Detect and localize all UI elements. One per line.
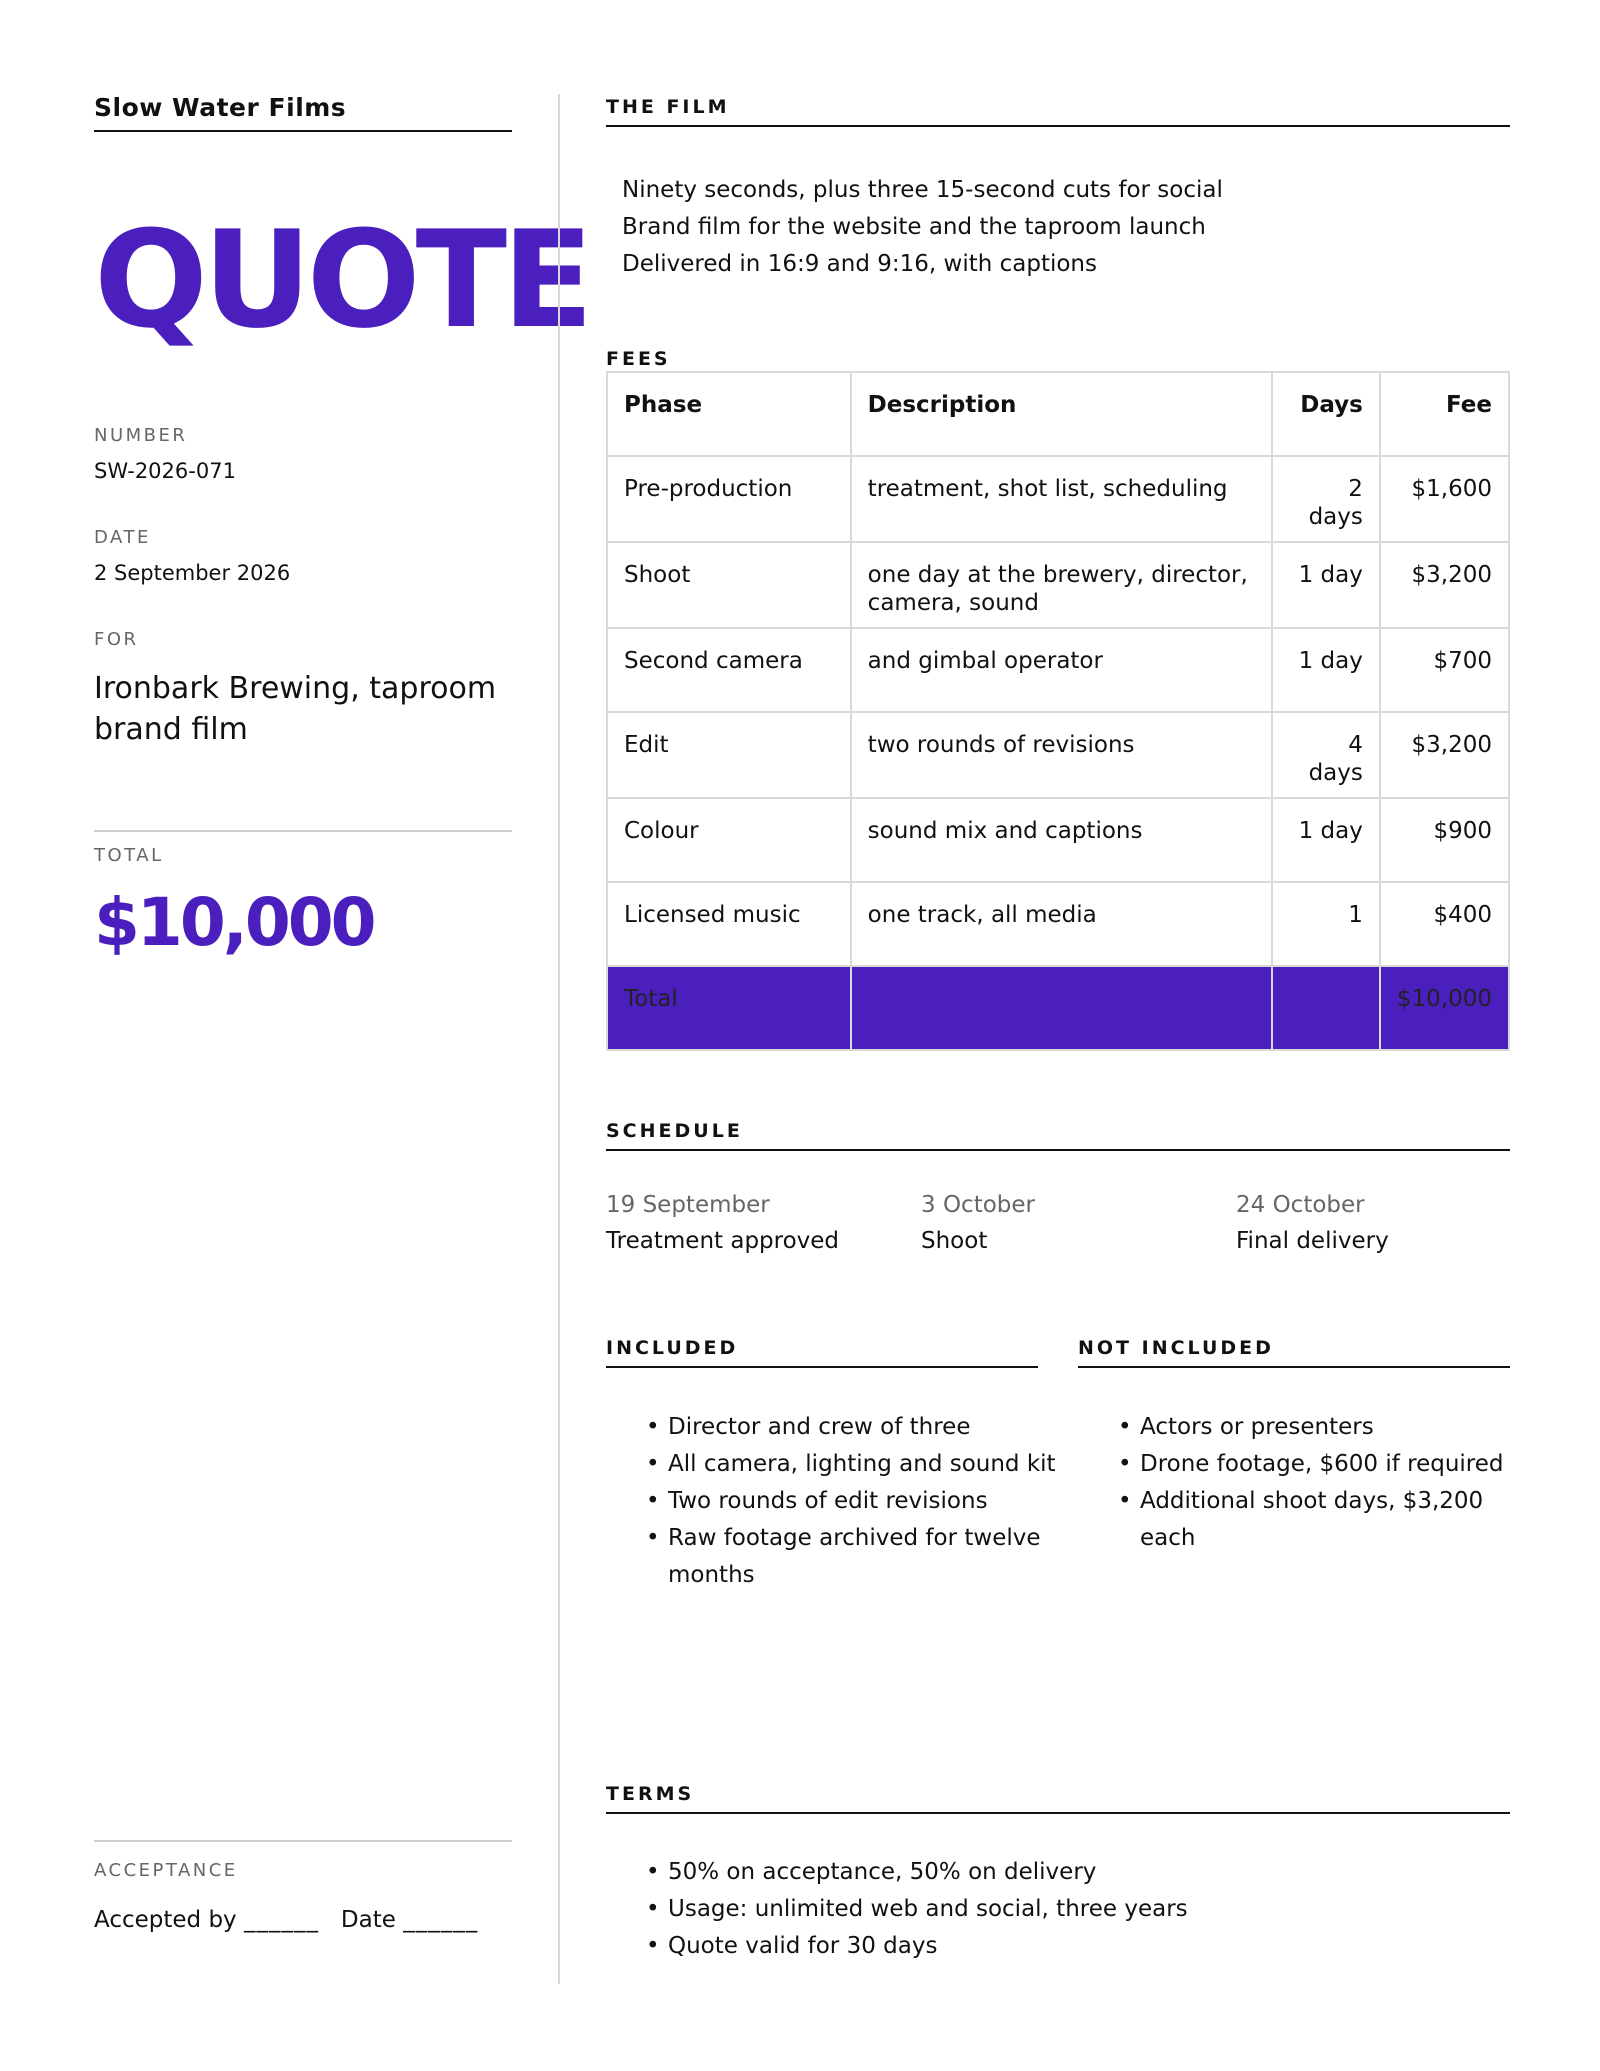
schedule-date: 3 October [921,1192,1035,1218]
days-cell: 1 day [1272,798,1380,882]
fee-cell: $400 [1380,882,1509,966]
list-item: • Usage: unlimited web and social, three years [646,1891,1506,1928]
client-value: Ironbark Brewing, taproom brand film [94,671,497,747]
included-list [646,1409,1066,1594]
list-item: • Two rounds of edit revisions [646,1483,1066,1520]
phase-cell: Edit [607,712,851,798]
list-item: • Drone footage, $600 if required [1118,1446,1510,1483]
fees-heading: FEES [606,348,671,370]
table-row [607,798,1509,882]
accepted-by-label: Accepted by [94,1907,237,1933]
schedule-item [1236,1187,1536,1259]
left-column [94,0,589,2000]
fee-cell: $3,200 [1380,542,1509,628]
fee-cell: $900 [1380,798,1509,882]
phase-cell: Second camera [607,628,851,712]
list-item: • 50% on acceptance, 50% on delivery [646,1854,1506,1891]
list-item: • Quote valid for 30 days [646,1928,1506,1965]
schedule-date: 19 September [606,1192,770,1218]
schedule-item [921,1187,1221,1259]
table-row [607,456,1509,542]
schedule-event: Final delivery [1236,1228,1389,1254]
total-label: TOTAL [94,845,164,866]
schedule-event: Shoot [921,1228,988,1254]
fee-cell: $3,200 [1380,712,1509,798]
date-label: DATE [94,527,151,548]
film-description [622,172,1223,283]
days-cell: 1 day [1272,542,1380,628]
not-included-heading: NOT INCLUDED [1078,1337,1510,1368]
days-cell: 1 day [1272,628,1380,712]
total-row-fee: $10,000 [1380,966,1509,1050]
total-amount: $10,000 [94,884,374,961]
total-row-label: Total [607,966,851,1050]
date-value: 2 September 2026 [94,561,291,585]
column-header-description: Description [851,372,1272,456]
column-header-phase: Phase [607,372,851,456]
schedule-date: 24 October [1236,1192,1365,1218]
list-item: • Actors or presenters [1118,1409,1510,1446]
table-row [607,712,1509,798]
list-item: • Director and crew of three [646,1409,1066,1446]
included-heading: INCLUDED [606,1337,1038,1368]
acceptance-label: ACCEPTANCE [94,1860,238,1881]
studio-name: Slow Water Films [94,93,512,132]
column-divider [558,94,560,1984]
schedule-event: Treatment approved [606,1228,840,1254]
total-divider [94,830,512,832]
days-cell: 4 days [1272,712,1380,798]
description-cell: treatment, shot list, scheduling [851,456,1272,542]
phase-cell: Shoot [607,542,851,628]
days-cell: 2 days [1272,456,1380,542]
phase-cell: Licensed music [607,882,851,966]
table-row [607,882,1509,966]
acceptance-date-label: Date [340,1907,396,1933]
number-label: NUMBER [94,425,188,446]
column-header-fee: Fee [1380,372,1509,456]
total-row-empty [1272,966,1380,1050]
table-row [607,542,1509,628]
description-cell: two rounds of revisions [851,712,1272,798]
signature-blank[interactable]: ______ [243,1907,319,1933]
description-cell: one track, all media [851,882,1272,966]
film-heading: THE FILM [606,96,1510,127]
phase-cell: Pre-production [607,456,851,542]
fees-table [606,371,1510,1051]
phase-cell: Colour [607,798,851,882]
film-line: Delivered in 16:9 and 9:16, with captions [622,251,1097,277]
number-value: SW-2026-071 [94,459,236,483]
total-row-empty [851,966,1272,1050]
table-header-row [607,372,1509,456]
film-line: Brand film for the website and the taproom launch [622,214,1206,240]
schedule-item [606,1187,906,1259]
acceptance-divider [94,1840,512,1842]
description-cell: one day at the brewery, director, camera, sound [851,542,1272,628]
film-line: Ninety seconds, plus three 15-second cuts for social [622,177,1223,203]
fee-cell: $1,600 [1380,456,1509,542]
document-title: QUOTE [94,202,589,358]
for-label: FOR [94,629,139,650]
days-cell: 1 [1272,882,1380,966]
total-row [607,966,1509,1050]
terms-list [646,1854,1506,1965]
fee-cell: $700 [1380,628,1509,712]
list-item: • Raw footage archived for twelve months [646,1520,1066,1594]
description-cell: sound mix and captions [851,798,1272,882]
acceptance-line [94,1907,478,1933]
column-header-days: Days [1272,372,1380,456]
date-blank[interactable]: ______ [403,1907,479,1933]
description-cell: and gimbal operator [851,628,1272,712]
table-row [607,628,1509,712]
list-item: • Additional shoot days, $3,200 each [1118,1483,1510,1557]
not-included-list [1118,1409,1510,1557]
list-item: • All camera, lighting and sound kit [646,1446,1066,1483]
terms-heading: TERMS [606,1783,1510,1814]
schedule-heading: SCHEDULE [606,1120,1510,1151]
